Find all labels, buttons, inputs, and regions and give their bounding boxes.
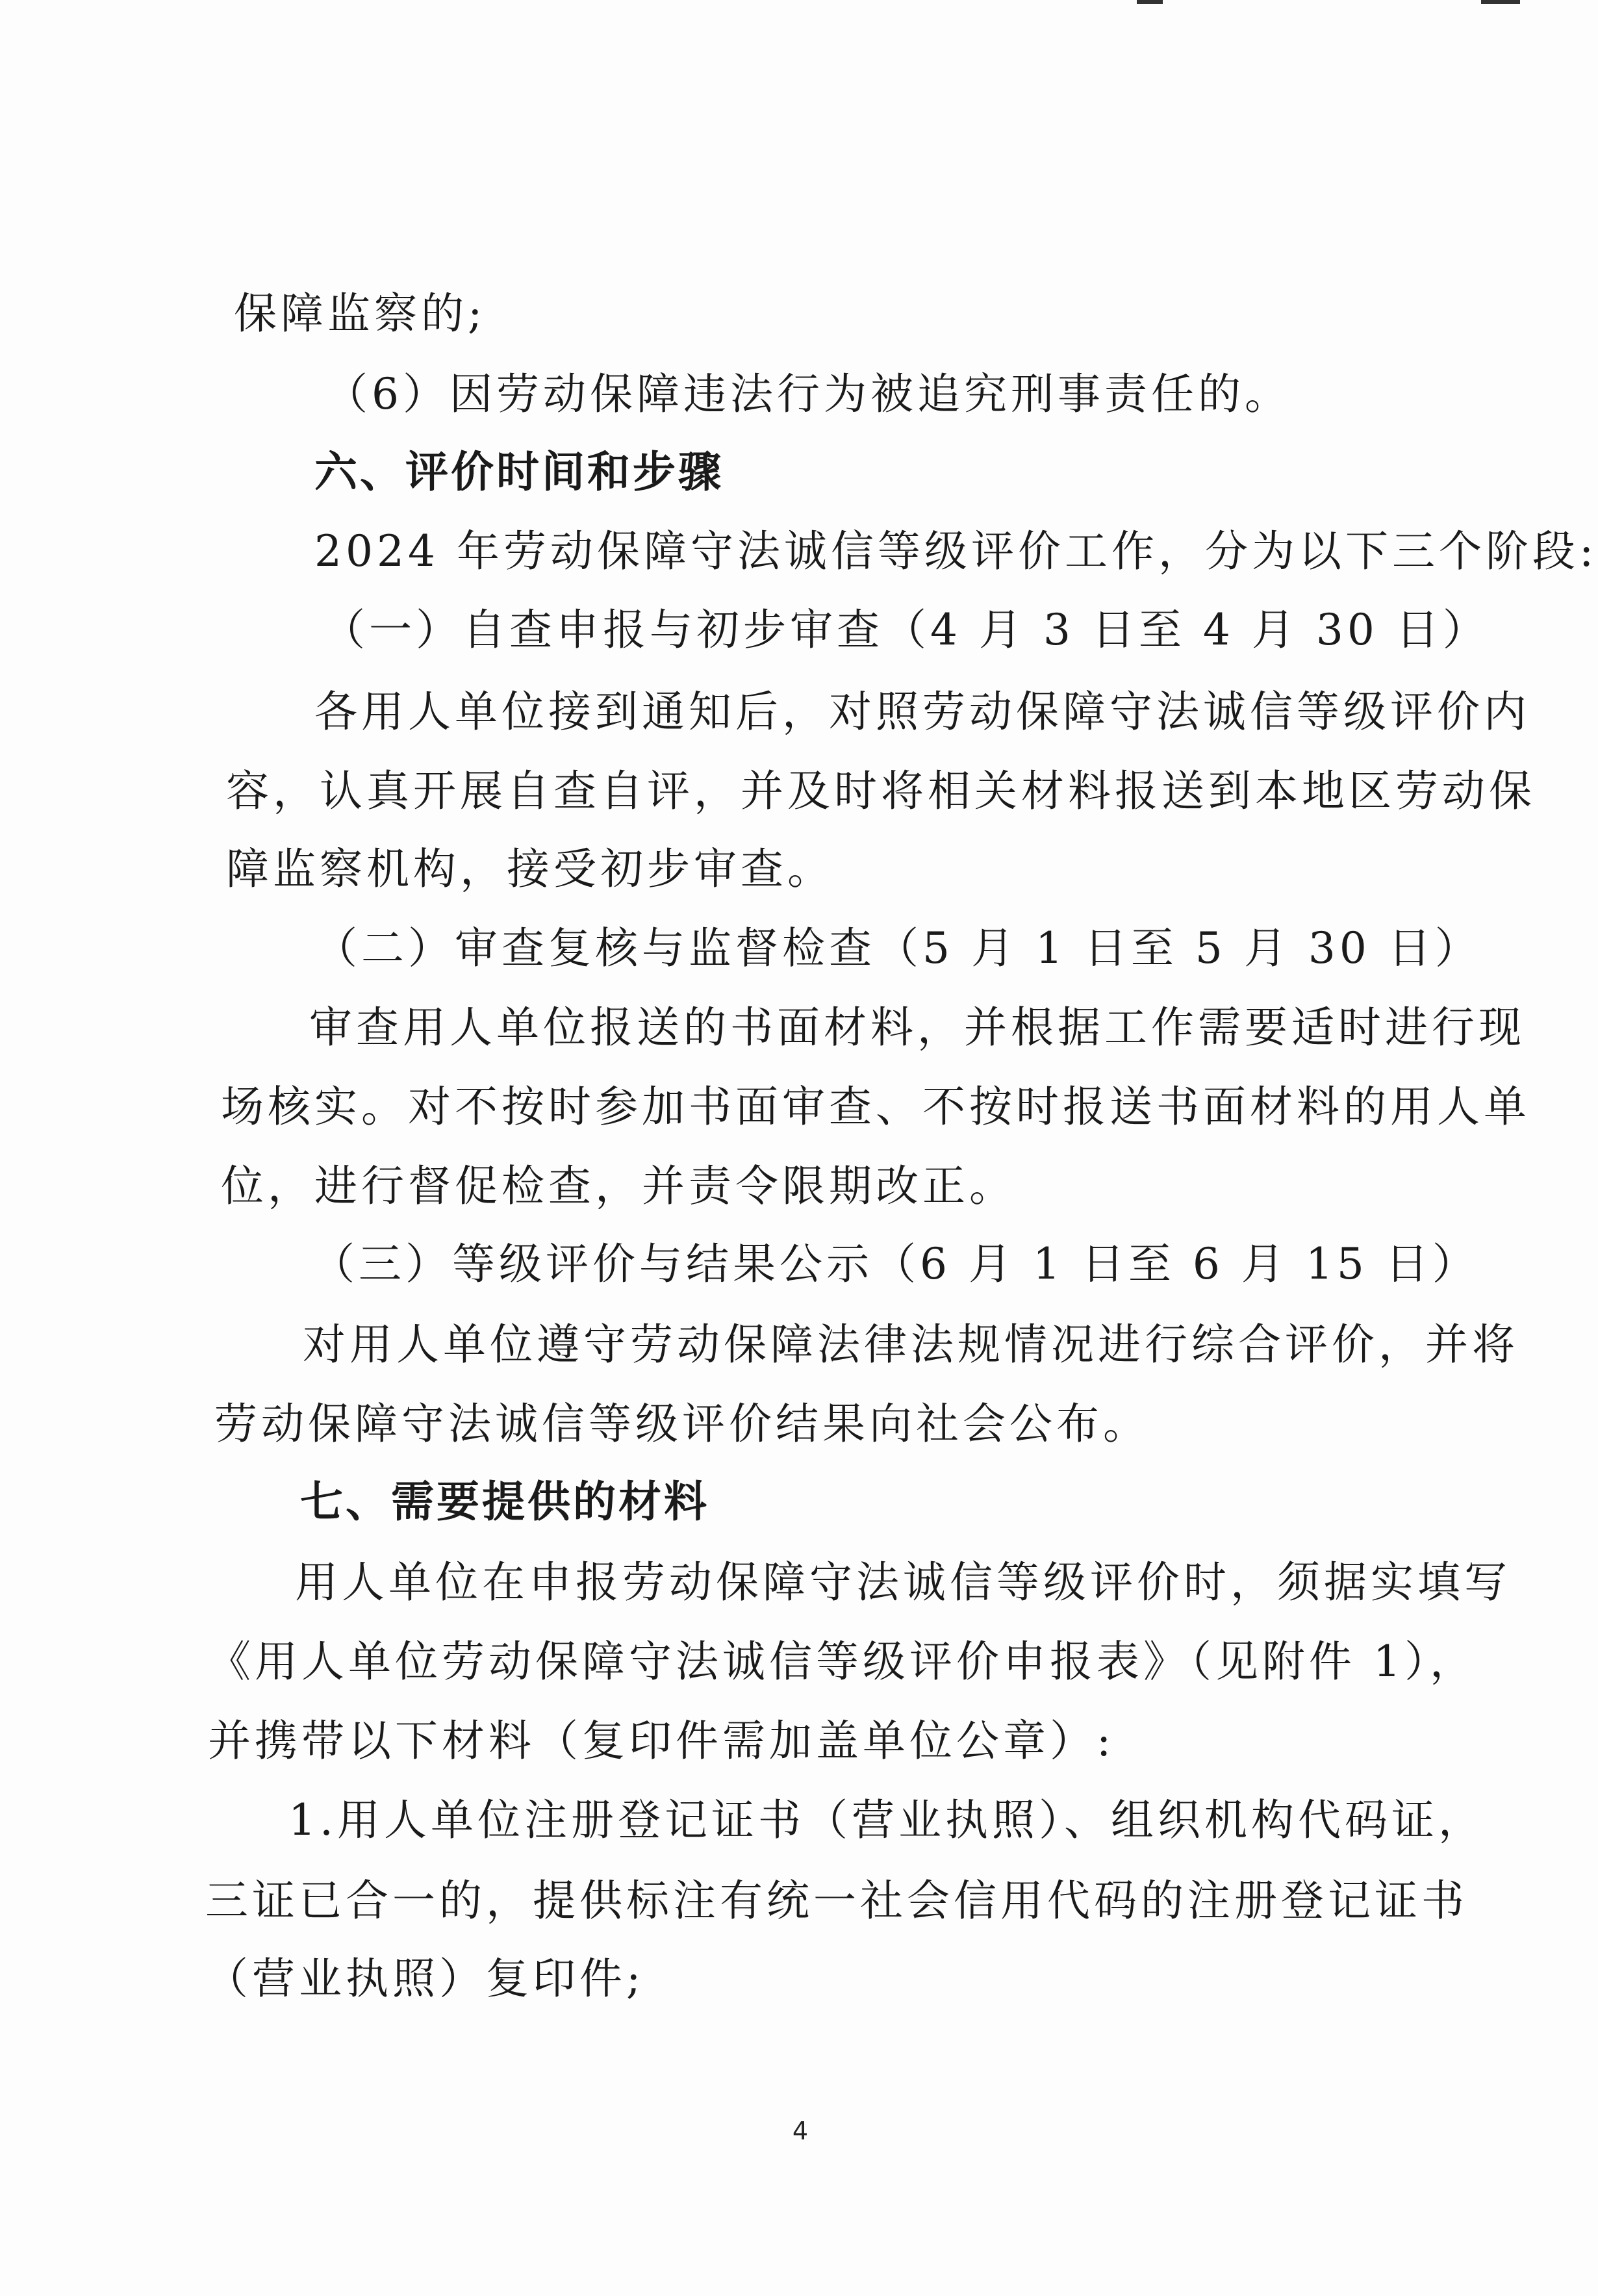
body-line: 2024 年劳动保障守法诚信等级评价工作，分为以下三个阶段:	[314, 526, 1598, 576]
body-line: 场核实。对不按时参加书面审查、不按时报送书面材料的用人单	[221, 1082, 1530, 1132]
body-line: 保障监察的;	[234, 288, 487, 338]
body-line: （营业执照）复印件;	[205, 1954, 645, 2004]
section-heading-7: 七、需要提供的材料	[300, 1477, 709, 1527]
section-heading-6: 六、评价时间和步骤	[314, 447, 724, 497]
subsection-heading-2: （二）审查复核与监督检查（5 月 1 日至 5 月 30 日）	[314, 923, 1482, 973]
list-item-1: 1.用人单位注册登记证书（营业执照）、组织机构代码证，	[288, 1795, 1485, 1845]
body-line: 各用人单位接到通知后，对照劳动保障守法诚信等级评价内	[314, 687, 1530, 737]
body-line: 劳动保障守法诚信等级评价结果向社会公布。	[214, 1399, 1150, 1449]
body-line: 位，进行督促检查，并责令限期改正。	[221, 1161, 1016, 1211]
scan-edge-mark	[1481, 0, 1520, 4]
scan-edge-mark	[1137, 0, 1163, 4]
body-line: 三证已合一的，提供标注有统一社会信用代码的注册登记证书	[205, 1876, 1468, 1926]
subsection-heading-3: （三）等级评价与结果公示（6 月 1 日至 6 月 15 日）	[312, 1239, 1479, 1289]
body-line: 审查用人单位报送的书面材料，并根据工作需要适时进行现	[309, 1002, 1525, 1052]
body-line: 用人单位在申报劳动保障守法诚信等级评价时，须据实填写	[295, 1557, 1511, 1607]
body-line: 对用人单位遵守劳动保障法律法规情况进行综合评价，并将	[303, 1320, 1519, 1370]
list-item-6: （6）因劳动保障违法行为被追究刑事责任的。	[325, 369, 1291, 419]
body-line: 障监察机构，接受初步审查。	[226, 844, 834, 894]
page-number: 4	[792, 2117, 809, 2145]
body-line: 容，认真开展自查自评，并及时将相关材料报送到本地区劳动保	[226, 766, 1536, 816]
subsection-heading-1: （一）自查申报与初步审查（4 月 3 日至 4 月 30 日）	[322, 605, 1490, 655]
body-line: 并携带以下材料（复印件需加盖单位公章）:	[208, 1716, 1115, 1766]
body-line: 《用人单位劳动保障守法诚信等级评价申报表》（见附件 1），	[208, 1637, 1477, 1687]
